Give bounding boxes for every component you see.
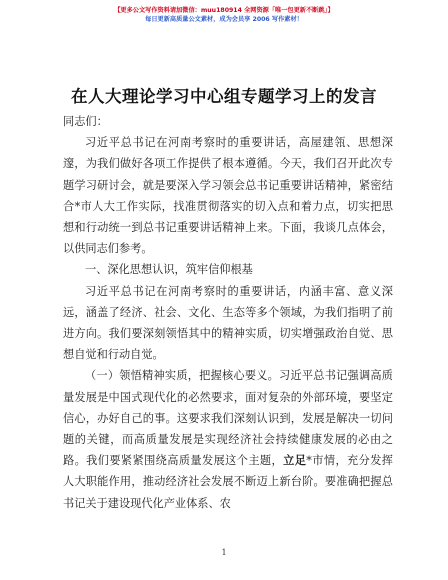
bold-keyword: 立足 <box>283 453 307 468</box>
promo-banner-line-2: 每日更新高质量公文素材，成为会员享 2006 写作素材！ <box>145 16 303 23</box>
salutation: 同志们： <box>63 115 108 128</box>
paragraph-intro: 习近平总书记在河南考察时的重要讲话，高屋建瓴、思想深邃，为我们做好各项工作提供了根本遵循。今天，我们召开此次专题学习研讨会，就是要深入学习领会总书记重要讲话精神，紧密结合*市人大工作实际，找准贯彻落实的切入点和着力点，切实把思想和行动统一到总书记重要讲话精神上来。下面，我谈几点体会，以供同志们参考。 <box>63 136 393 256</box>
section-heading-1: 一、深化思想认识，筑牢信仰根基 <box>85 263 253 277</box>
paragraph-subsection-1-continued: *市情，充分发挥人大职能作用，推动经济社会发展不断迈上新台阶。要准确把握总书记关于建设现代化产业体系、农 <box>63 454 393 510</box>
paragraph-subsection-1 <box>63 365 393 513</box>
promo-banner <box>0 6 448 25</box>
promo-banner-line-1: 【更多公文写作资料请加微信：muu180914 全网资源「唯一包更新不断跳」】 <box>114 7 334 14</box>
paragraph-section-1: 习近平总书记在河南考察时的重要讲话，内涵丰富、意义深远，涵盖了经济、社会、文化、生态等多个领域，为我们指明了前进方向。我们要深刻领悟其中的精神实质，切实增强政治自觉、思想自觉和行动自觉。 <box>63 284 393 362</box>
page-number: 1 <box>221 548 227 557</box>
document-title: 在人大理论学习中心组专题学习上的发言 <box>71 87 377 106</box>
document-body <box>63 111 393 514</box>
paragraph-subsection-1-text: （一）领悟精神实质，把握核心要义。习近平总书记强调高质量发展是中国式现代化的必然要求，面对复杂的外部环境，要坚定信心，办好自己的事。这要求我们深刻认识到，发展是解决一切问题的关键，而高质量发展是实现经济社会持续健康发展的必由之路。我们要紧紧围绕高质量发展这个主题， <box>63 369 393 468</box>
